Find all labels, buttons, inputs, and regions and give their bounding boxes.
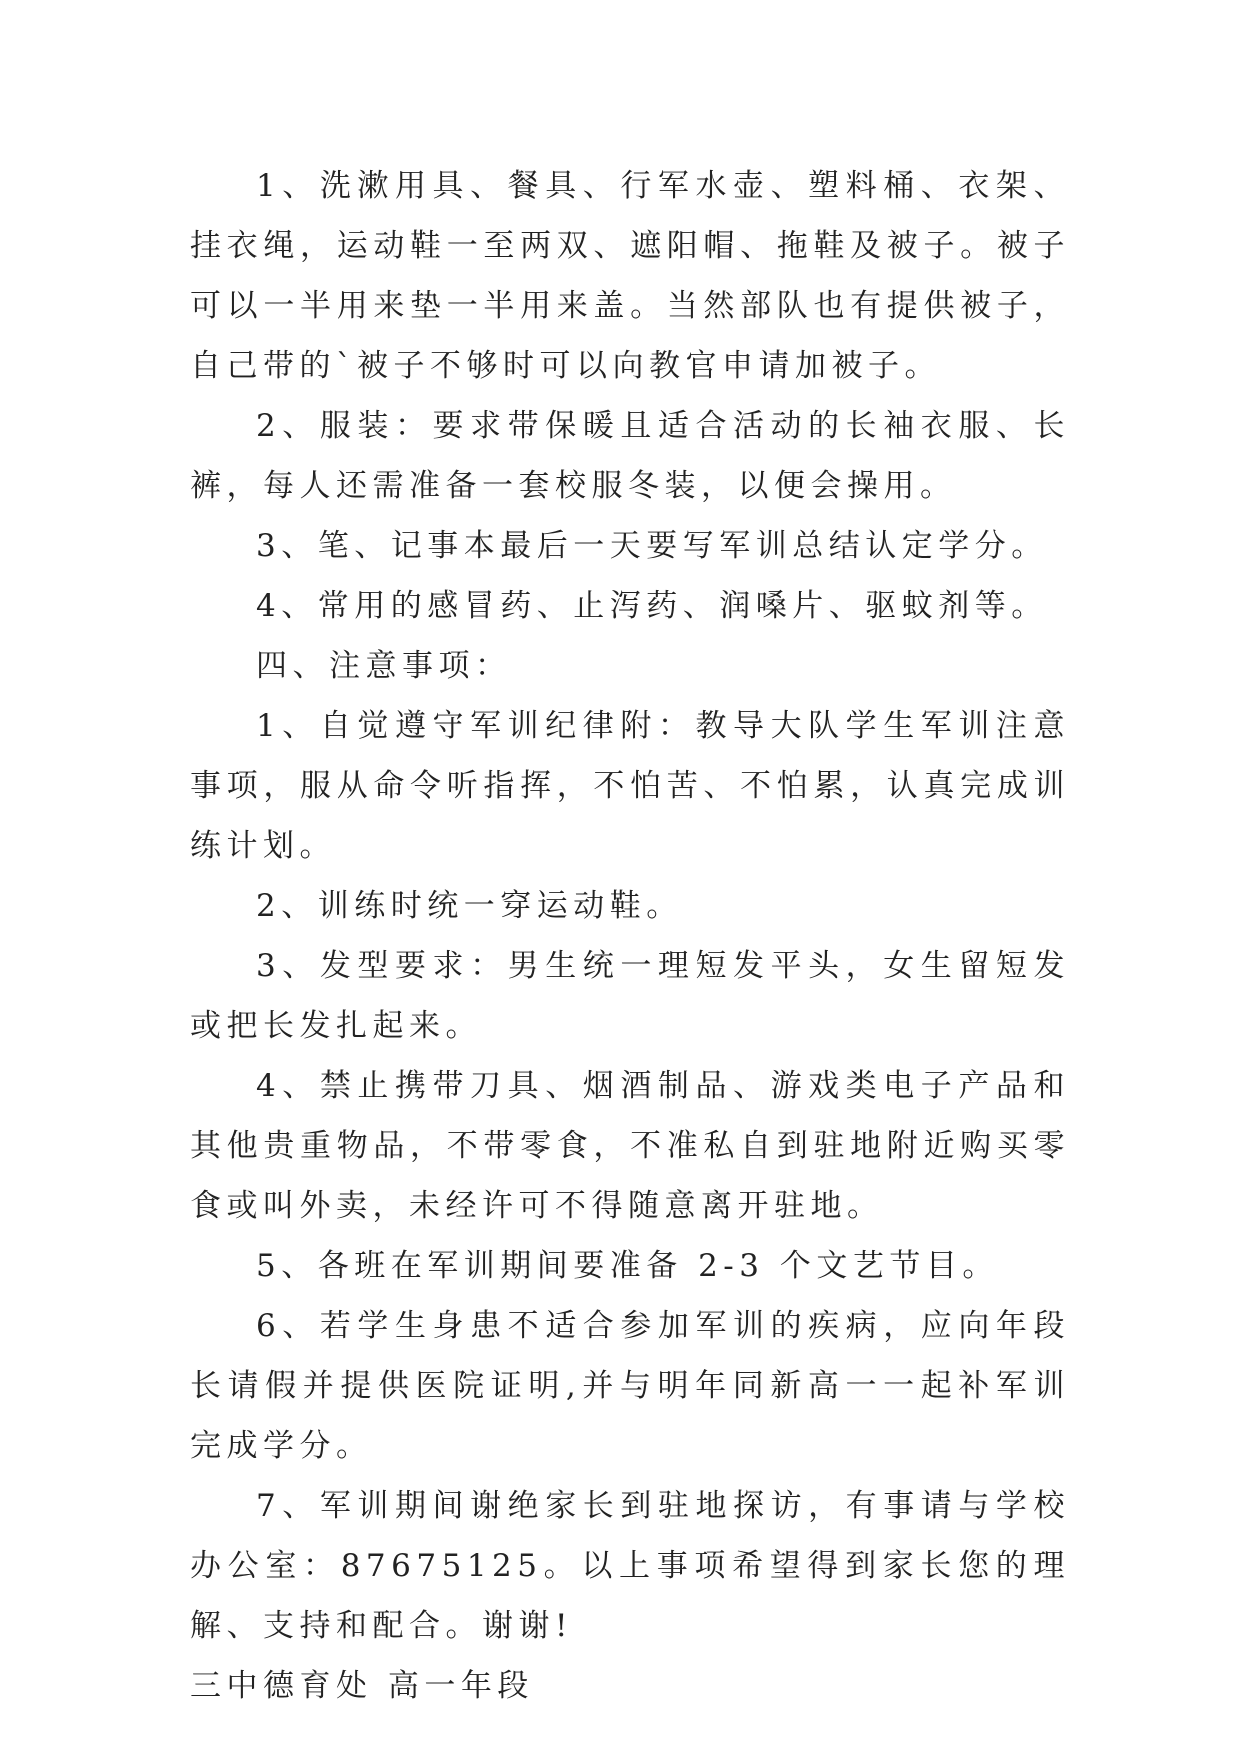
note-shoes-paragraph: 2、训练时统一穿运动鞋。 [256, 888, 683, 924]
document-body [190, 156, 1070, 1716]
section-heading-notes: 四、注意事项： [256, 648, 512, 684]
item-medicine-paragraph: 4、常用的感冒药、止泻药、润嗓片、驱蚊剂等。 [256, 588, 1048, 624]
item-notebook-paragraph: 3、笔、记事本最后一天要写军训总结认定学分。 [256, 528, 1048, 564]
item-clothing-paragraph: 2、服装：要求带保暖且适合活动的长袖衣服、长裤，每人还需准备一套校服冬装，以便会操用。 [190, 408, 1070, 504]
note-discipline-paragraph: 1、自觉遵守军训纪律附：教导大队学生军训注意事项，服从命令听指挥，不怕苦、不怕累，认真完成训练计划。 [190, 708, 1070, 864]
item-supplies-paragraph: 1、洗漱用具、餐具、行军水壶、塑料桶、衣架、挂衣绳，运动鞋一至两双、遮阳帽、拖鞋及被子。被子可以一半用来垫一半用来盖。当然部队也有提供被子，自己带的`被子不够时可以向教官申请加被子。 [190, 168, 1070, 384]
note-prohibited-items-paragraph: 4、禁止携带刀具、烟酒制品、游戏类电子产品和其他贵重物品，不带零食，不准私自到驻地附近购买零食或叫外卖，未经许可不得随意离开驻地。 [190, 1068, 1070, 1224]
note-visits-paragraph: 7、军训期间谢绝家长到驻地探访，有事请与学校办公室：87675125。以上事项希望得到家长您的理解、支持和配合。谢谢! [190, 1488, 1070, 1644]
signature-line: 三中德育处 高一年段 [190, 1668, 534, 1704]
note-hairstyle-paragraph: 3、发型要求：男生统一理短发平头，女生留短发或把长发扎起来。 [190, 948, 1070, 1044]
note-performances-paragraph: 5、各班在军训期间要准备 2-3 个文艺节目。 [256, 1248, 999, 1284]
note-illness-paragraph: 6、若学生身患不适合参加军训的疾病，应向年段长请假并提供医院证明,并与明年同新高一一起补军训完成学分。 [190, 1308, 1070, 1464]
